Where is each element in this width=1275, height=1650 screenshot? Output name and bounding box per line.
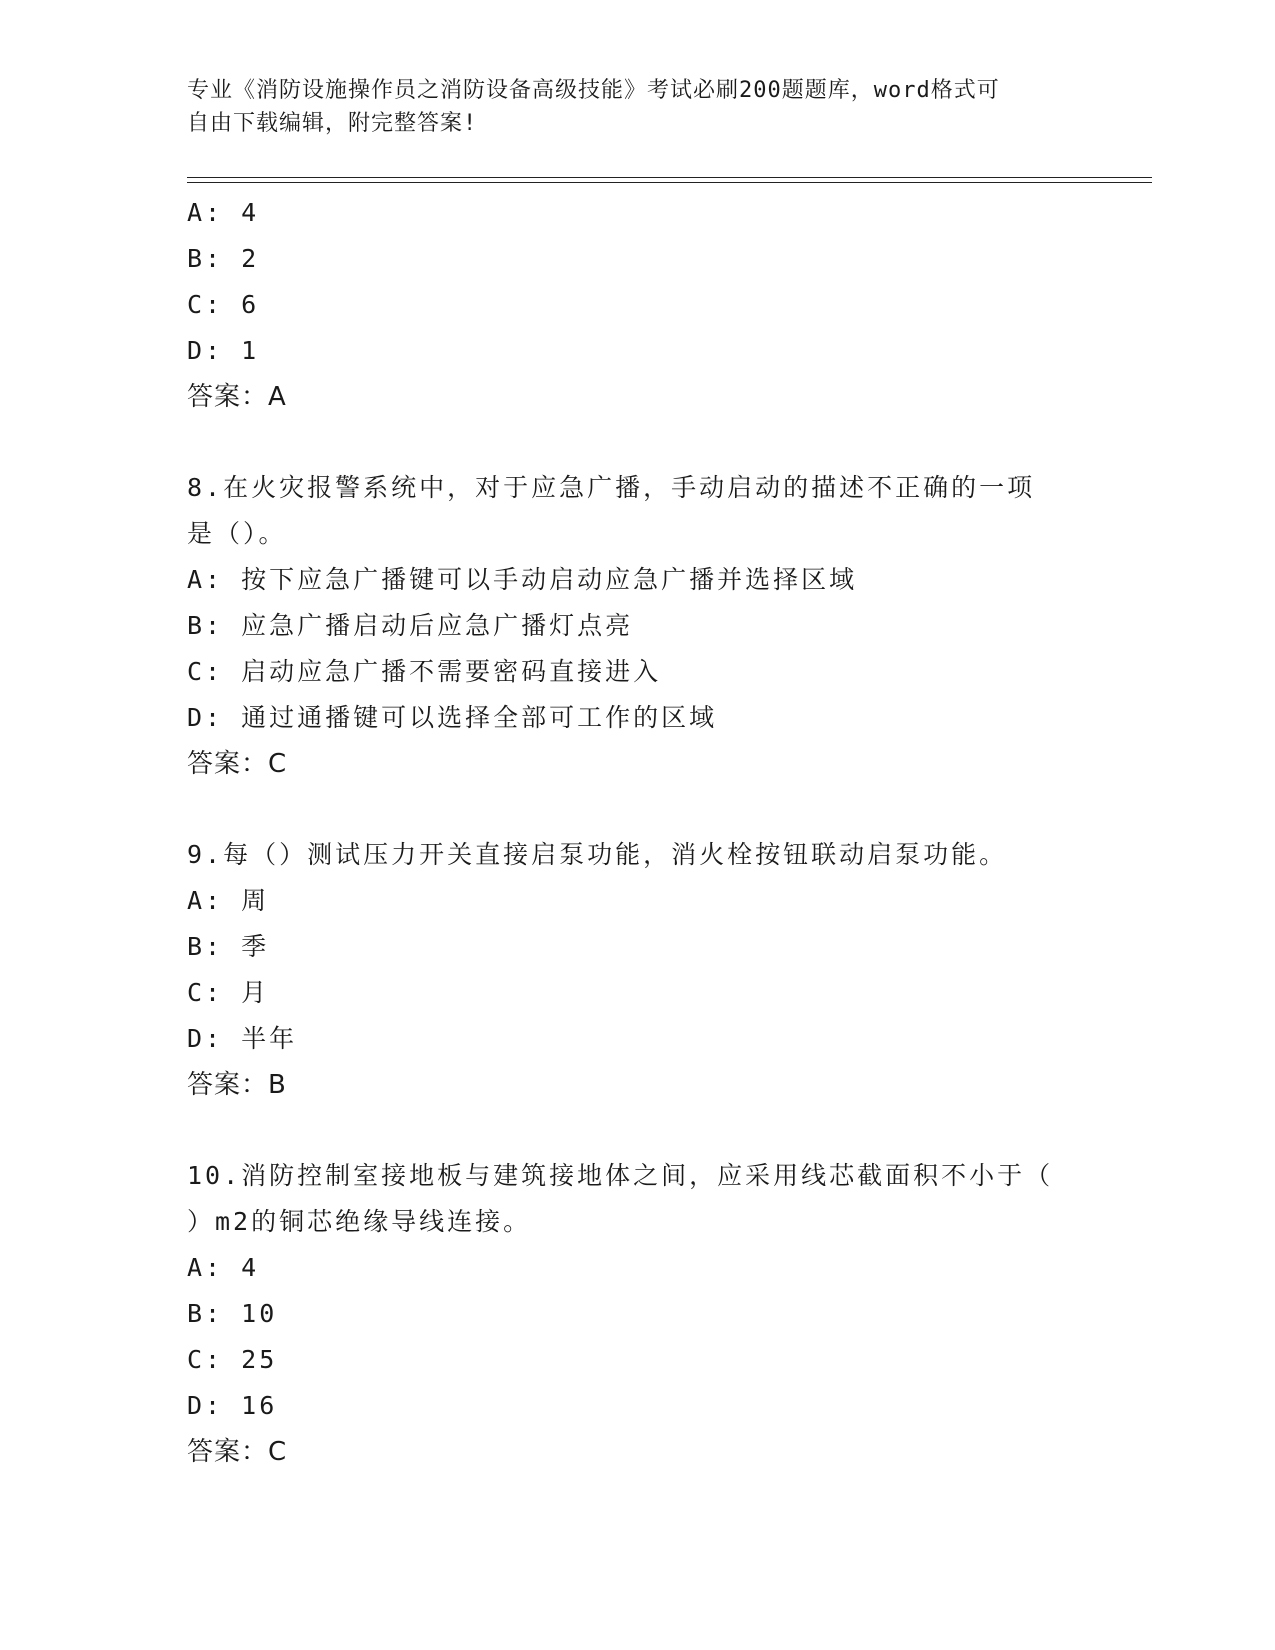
answer-line: 答案：A <box>187 382 287 412</box>
question-7-continued <box>187 190 1087 420</box>
option-c <box>187 1337 1087 1383</box>
spacer <box>187 1108 1087 1153</box>
question-stem-line-2: ）m2的铜芯绝缘导线连接。 <box>187 1207 532 1236</box>
option-text: 季 <box>241 932 270 961</box>
option-text: 4 <box>241 1253 260 1282</box>
spacer <box>187 420 1087 465</box>
question-stem <box>187 832 1067 878</box>
header-divider-bottom <box>187 182 1152 183</box>
option-letter: A: <box>187 198 224 227</box>
option-letter: D: <box>187 336 224 365</box>
option-b <box>187 1291 1087 1337</box>
answer-line: 答案：C <box>187 749 288 779</box>
option-letter: C: <box>187 1345 224 1374</box>
question-9 <box>187 832 1087 1108</box>
option-text: 通过通播键可以选择全部可工作的区域 <box>241 703 718 732</box>
option-letter: B: <box>187 611 224 640</box>
option-letter: C: <box>187 290 224 319</box>
option-letter: B: <box>187 1299 224 1328</box>
question-8 <box>187 465 1087 787</box>
option-letter: A: <box>187 1253 224 1282</box>
option-a <box>187 557 1087 603</box>
option-text: 周 <box>241 886 270 915</box>
option-text: 1 <box>241 336 260 365</box>
option-text: 10 <box>241 1299 278 1328</box>
header-line-1: 专业《消防设施操作员之消防设备高级技能》考试必刷200题题库，word格式可 <box>187 78 1000 103</box>
option-text: 2 <box>241 244 260 273</box>
option-text: 4 <box>241 198 260 227</box>
option-text: 按下应急广播键可以手动启动应急广播并选择区域 <box>241 565 858 594</box>
question-stem-line-2: 是（）。 <box>187 519 287 548</box>
question-stem-line-1: 10.消防控制室接地板与建筑接地体之间，应采用线芯截面积不小于（ <box>187 1161 1054 1190</box>
option-text: 半年 <box>241 1024 298 1053</box>
option-a <box>187 1245 1087 1291</box>
option-b <box>187 924 1087 970</box>
option-text: 月 <box>241 978 270 1007</box>
option-letter: A: <box>187 886 224 915</box>
option-b <box>187 603 1087 649</box>
question-stem-line-1: 8.在火灾报警系统中，对于应急广播，手动启动的描述不正确的一项 <box>187 473 1036 502</box>
question-stem <box>187 465 1067 557</box>
question-list <box>187 190 1087 1475</box>
option-d <box>187 328 1087 374</box>
option-c <box>187 282 1087 328</box>
option-d <box>187 695 1087 741</box>
answer-line: 答案：B <box>187 1070 287 1100</box>
question-stem-line-1: 9.每（）测试压力开关直接启泵功能，消火栓按钮联动启泵功能。 <box>187 840 1008 869</box>
option-text: 16 <box>241 1391 278 1420</box>
question-10 <box>187 1153 1087 1475</box>
option-d <box>187 1016 1087 1062</box>
option-b <box>187 236 1087 282</box>
option-letter: B: <box>187 244 224 273</box>
option-letter: B: <box>187 932 224 961</box>
option-d <box>187 1383 1087 1429</box>
option-text: 25 <box>241 1345 278 1374</box>
question-stem <box>187 1153 1067 1245</box>
option-letter: A: <box>187 565 224 594</box>
answer-line: 答案：C <box>187 1437 288 1467</box>
spacer <box>187 787 1087 832</box>
option-text: 启动应急广播不需要密码直接进入 <box>241 657 662 686</box>
header-line-2: 自由下载编辑，附完整答案! <box>187 111 478 136</box>
option-letter: D: <box>187 703 224 732</box>
option-a <box>187 190 1087 236</box>
document-header <box>187 74 1067 140</box>
option-letter: D: <box>187 1024 224 1053</box>
option-c <box>187 970 1087 1016</box>
option-letter: C: <box>187 657 224 686</box>
option-text: 应急广播启动后应急广播灯点亮 <box>241 611 634 640</box>
option-letter: D: <box>187 1391 224 1420</box>
option-c <box>187 649 1087 695</box>
option-a <box>187 878 1087 924</box>
header-divider-top <box>187 177 1152 178</box>
option-text: 6 <box>241 290 260 319</box>
option-letter: C: <box>187 978 224 1007</box>
